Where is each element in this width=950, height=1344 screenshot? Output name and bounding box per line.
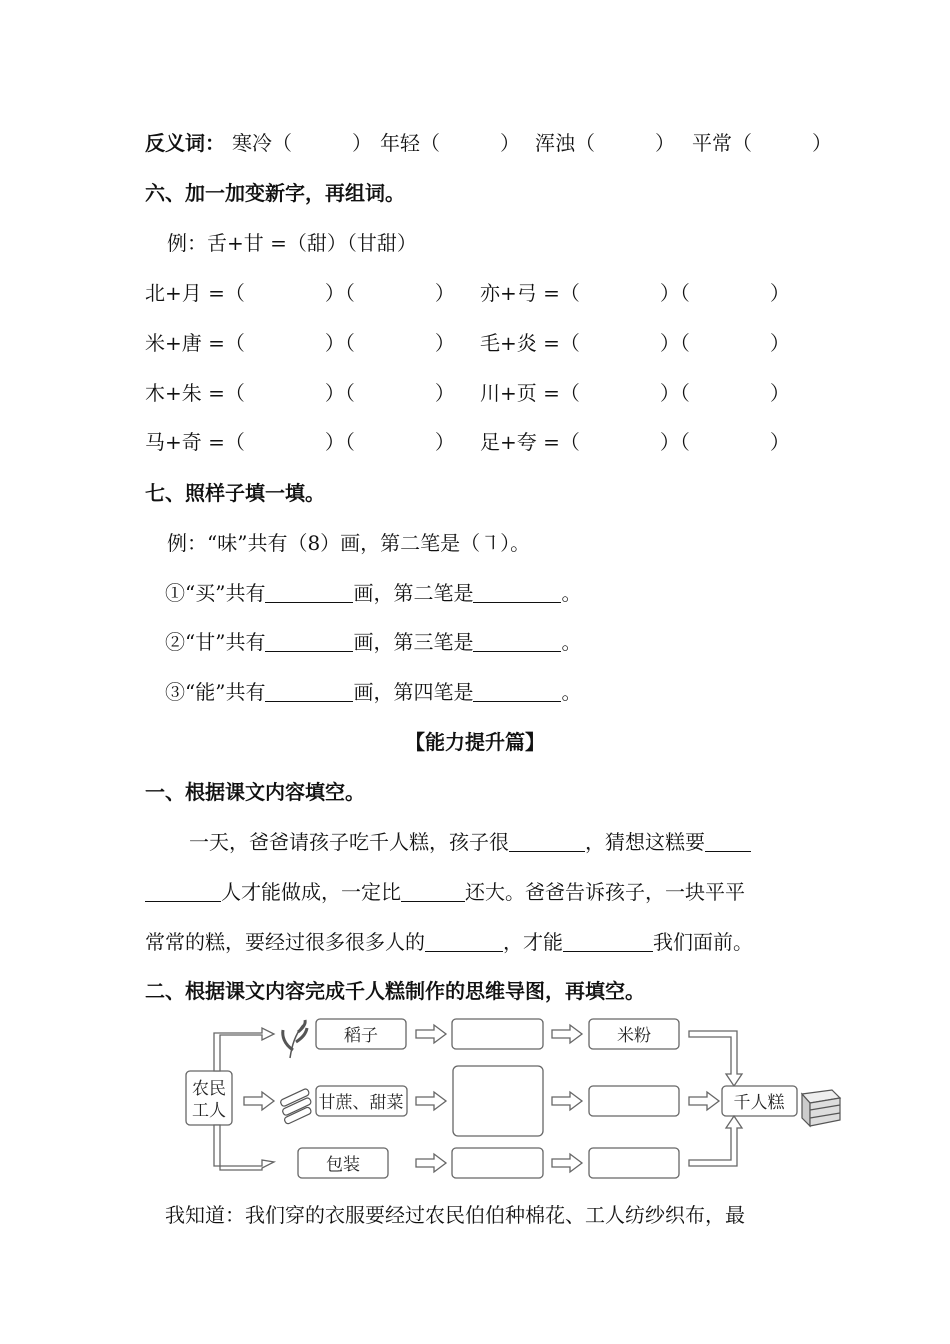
stroke-mid: 画，第三笔是 <box>353 630 474 654</box>
source-line1: 农民 <box>192 1079 226 1099</box>
antonym-item: 浑浊（ ） <box>535 131 675 155</box>
stroke-mid: 画，第四笔是 <box>353 680 474 704</box>
word-combo: 马+奇 =（ ）（ ） <box>145 430 455 454</box>
stroke-prefix: ①“买”共有 <box>165 581 266 605</box>
stroke-question <box>165 577 581 606</box>
rice-plant-icon <box>283 1020 307 1058</box>
stroke-end: 。 <box>561 630 582 654</box>
branch-connector-bottom <box>214 1125 274 1170</box>
mindmap <box>0 1010 950 1200</box>
stroke-end: 。 <box>561 581 582 605</box>
mindmap-blank-box <box>589 1086 679 1116</box>
text: 人才能做成，一定比 <box>221 880 401 904</box>
section7-title: 七、照样子填一填。 <box>145 481 325 505</box>
connector-to-result-bottom <box>689 1116 742 1166</box>
section7-example: 例：“味”共有（8）画，第二笔是（㇕）。 <box>167 531 531 555</box>
antonym-item: 寒冷（ ） <box>232 131 372 155</box>
part2-title: 二、根据课文内容完成千人糕制作的思维导图，再填空。 <box>145 979 645 1003</box>
section6-example: 例：舌+甘 =（甜）（甘甜） <box>167 231 417 255</box>
word-combo: 亦+弓 =（ ）（ ） <box>480 281 790 305</box>
ability-heading: 【能力提升篇】 <box>405 730 545 754</box>
sugar-box: 甘蔗、甜菜 <box>318 1093 404 1113</box>
branch-connector-top <box>214 1028 274 1071</box>
blank[interactable] <box>509 831 585 852</box>
blank[interactable] <box>473 681 561 702</box>
source-line2: 工人 <box>192 1101 226 1121</box>
text: 一天，爸爸请孩子吃千人糕，孩子很 <box>189 830 509 854</box>
part1-line2 <box>145 876 745 905</box>
blank[interactable] <box>265 631 353 652</box>
rice-flour-box: 米粉 <box>617 1026 651 1046</box>
stroke-mid: 画，第二笔是 <box>353 581 474 605</box>
word-combo: 川+页 =（ ）（ ） <box>480 381 790 405</box>
antonym-label: 反义词： <box>145 131 225 155</box>
word-combo: 木+朱 =（ ）（ ） <box>145 381 455 405</box>
mindmap-blank-box <box>452 1019 543 1049</box>
pack-box: 包装 <box>326 1155 360 1175</box>
blank[interactable] <box>473 582 561 603</box>
stroke-prefix: ②“甘”共有 <box>165 630 266 654</box>
antonym-item: 平常（ ） <box>692 131 832 155</box>
mindmap-blank-box <box>589 1148 679 1178</box>
blank[interactable] <box>705 831 751 852</box>
part1-line1 <box>189 826 751 855</box>
blank[interactable] <box>473 631 561 652</box>
stroke-prefix: ③“能”共有 <box>165 680 266 704</box>
text: 常常的糕，要经过很多很多人的 <box>145 930 425 954</box>
blank[interactable] <box>265 582 353 603</box>
antonym-item: 年轻（ ） <box>380 131 520 155</box>
blank[interactable] <box>425 931 503 952</box>
part1-line3 <box>145 926 753 955</box>
cake-icon <box>802 1090 840 1126</box>
result-box: 千人糕 <box>733 1093 785 1113</box>
source-box <box>186 1071 232 1125</box>
word-combo: 米+唐 =（ ）（ ） <box>145 331 455 355</box>
know-line: 我知道：我们穿的衣服要经过农民伯伯种棉花、工人纺纱织布，最 <box>165 1203 745 1227</box>
mindmap-blank-box <box>452 1148 543 1178</box>
word-combo: 足+夸 =（ ）（ ） <box>480 430 790 454</box>
rice-box: 稻子 <box>344 1026 378 1046</box>
sugarcane-icon <box>280 1088 312 1125</box>
blank[interactable] <box>265 681 353 702</box>
stroke-question <box>165 626 581 655</box>
connector-to-result-top <box>689 1031 742 1086</box>
blank[interactable] <box>563 931 653 952</box>
stroke-question <box>165 676 581 705</box>
text: ，才能 <box>503 930 563 954</box>
stroke-end: 。 <box>561 680 582 704</box>
text: 我们面前。 <box>653 930 753 954</box>
mindmap-blank-box <box>453 1066 543 1136</box>
word-combo: 北+月 =（ ）（ ） <box>145 281 455 305</box>
section6-title: 六、加一加变新字，再组词。 <box>145 181 405 205</box>
text: ，猜想这糕要 <box>585 830 705 854</box>
blank[interactable] <box>145 881 221 902</box>
part1-title: 一、根据课文内容填空。 <box>145 780 365 804</box>
blank[interactable] <box>401 881 465 902</box>
word-combo: 毛+炎 =（ ）（ ） <box>480 331 790 355</box>
antonym-row <box>145 127 225 156</box>
text: 还大。爸爸告诉孩子，一块平平 <box>465 880 745 904</box>
